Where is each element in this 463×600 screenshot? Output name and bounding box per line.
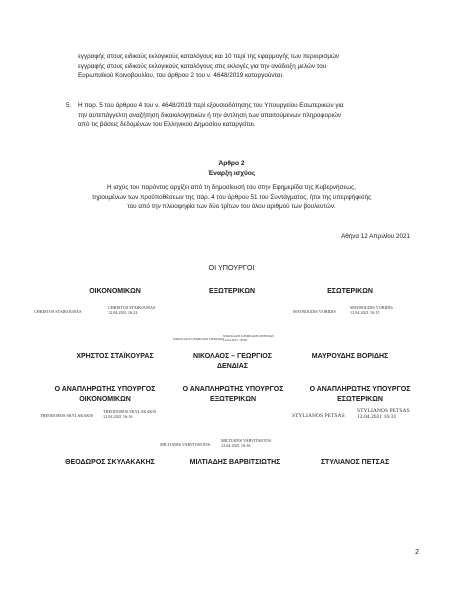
stamp-name: STYLIANOS PETSAS — [357, 408, 410, 414]
signature-stamp — [108, 305, 155, 315]
paragraph-line: την αυτεπάγγελτη αναζήτηση δικαιολογητικών ή την άντληση των απαιτούμενων πληροφοριών — [78, 111, 342, 119]
place-date: Αθήνα 12 Απριλίου 2021 — [341, 233, 410, 240]
signature-stamp — [103, 409, 156, 419]
article-paragraph — [54, 183, 409, 212]
signature-label: STYLIANOS PETSAS — [292, 413, 345, 419]
title-line: Ο ΑΝΑΠΛΗΡΩΤΗΣ ΥΠΟΥΡΓΟΣ — [54, 386, 156, 393]
stamp-name: MILTIADIS VARVITSIOTIS — [221, 438, 271, 443]
stamp-time: 12.04.2021 16:15 — [350, 310, 380, 315]
deputy-title-interior — [285, 385, 435, 405]
article-heading: Άρθρο 2 — [218, 160, 245, 167]
title-line: Ο ΑΝΑΠΛΗΡΩΤΗΣ ΥΠΟΥΡΓΟΣ — [309, 386, 411, 393]
signature-label: NIKOLAOS GEORGIOS DENDIAS — [173, 337, 225, 341]
signature-label: THEODOROS SKYLAKAKIS — [40, 413, 94, 418]
stamp-time: 12.04.2021 16:36 — [221, 443, 251, 448]
paragraph-line: του από την πλειοψηφία των δύο τρίτων του όλου αριθμού των βουλευτών. — [127, 203, 336, 211]
paragraph-line: Η ισχύς του παρόντος αρχίζει από τη δημοσίευσή του στην Εφημερίδα της Κυβερνήσεως, — [107, 184, 356, 191]
paragraph-line: Ευρωπαϊκού Κοινοβουλίου, του άρθρου 2 του ν. 4648/2019 καταργούνται. — [78, 72, 284, 80]
paragraph-line: εγγραφής στους ειδικούς εκλογικούς καταλόγους στις εκλογές για την ανάδειξη μελών του — [78, 62, 327, 70]
item-5-paragraph — [78, 101, 396, 130]
stamp-time: 12.04.2021 16:16 — [103, 414, 133, 419]
paragraph-line: Η παρ. 5 του άρθρου 4 του ν. 4648/2019 περί εξουσιοδότησης του Υπουργείου Εσωτερικών για — [78, 102, 344, 109]
title-interior: ΕΣΩΤΕΡΙΚΩΝ — [327, 288, 373, 295]
stamp-time: 12.04.2021 16:22 — [108, 310, 138, 315]
item-number: 5. — [66, 102, 72, 109]
continued-paragraph — [78, 52, 396, 81]
stamp-time: 12.04.2021 16:31 — [357, 414, 397, 421]
minister-name: ΜΙΛΤΙΑΔΗΣ ΒΑΡΒΙΤΣΙΩΤΗΣ — [189, 459, 281, 466]
paragraph-line: από τις βάσεις δεδομένων του Ελληνικού Δημοσίου καταργείται. — [78, 121, 256, 129]
stamp-name: NIKOLAOS GEORGIOS DENDIAS — [223, 334, 275, 338]
stamp-name: THEODOROS SKYLAKAKIS — [103, 409, 157, 414]
article-subheading: Έναρξη ισχύος — [207, 170, 256, 177]
ministers-heading: ΟΙ ΥΠΟΥΡΓΟΙ — [208, 263, 255, 272]
title-line: ΕΣΩΤΕΡΙΚΩΝ — [337, 396, 383, 403]
signature-stamp — [350, 305, 393, 315]
title-line: ΟΙΚΟΝΟΜΙΚΩΝ — [79, 396, 131, 403]
minister-name: ΜΑΥΡΟΥΔΗΣ ΒΟΡΙΔΗΣ — [311, 353, 389, 360]
stamp-name: CHRISTOS STAIKOURAS — [108, 305, 156, 310]
minister-name: ΣΤΥΛΙΑΝΟΣ ΠΕΤΣΑΣ — [320, 459, 390, 466]
paragraph-line: τηρουμένων των προϋποθέσεων της παρ. 4 του άρθρου 51 του Συντάγματος, ήτοι της υπερψήφισής — [91, 193, 372, 201]
minister-name-line: ΔΕΝΔΙΑΣ — [217, 363, 248, 370]
minister-name-line: ΝΙΚΟΛΑΟΣ – ΓΕΩΡΓΙΟΣ — [193, 353, 272, 360]
stamp-time: 12.04.2021 18:48 — [223, 338, 247, 342]
title-line: Ο ΑΝΑΠΛΗΡΩΤΗΣ ΥΠΟΥΡΓΟΣ — [182, 386, 284, 393]
signature-stamp — [221, 438, 271, 448]
signature-stamp — [223, 334, 274, 342]
title-line: ΕΞΩΤΕΡΙΚΩΝ — [209, 396, 257, 403]
signature-stamp — [357, 408, 410, 421]
stamp-name: MAVROUDIS VORIDIS — [350, 305, 393, 310]
paragraph-line: εγγραφής στους ειδικούς εκλογικούς καταλόγους και 10 περί της εφαρμογής των περιορισμών — [78, 53, 340, 60]
title-foreign: ΕΞΩΤΕΡΙΚΩΝ — [208, 288, 256, 295]
minister-name: ΘΕΟΔΩΡΟΣ ΣΚΥΛΑΚΑΚΗΣ — [65, 459, 155, 466]
signature-label: CHRISTOS STAIKOURAS — [34, 309, 82, 314]
minister-name: ΧΡΗΣΤΟΣ ΣΤΑΪΚΟΥΡΑΣ — [76, 353, 154, 360]
signature-label: MAVROUDIS VORIDIS — [293, 309, 336, 314]
signature-label: MILTIADIS VARVITSIOTIS — [160, 442, 210, 447]
page-number: 2 — [415, 549, 419, 556]
title-economy: ΟΙΚΟΝΟΜΙΚΩΝ — [89, 288, 141, 295]
